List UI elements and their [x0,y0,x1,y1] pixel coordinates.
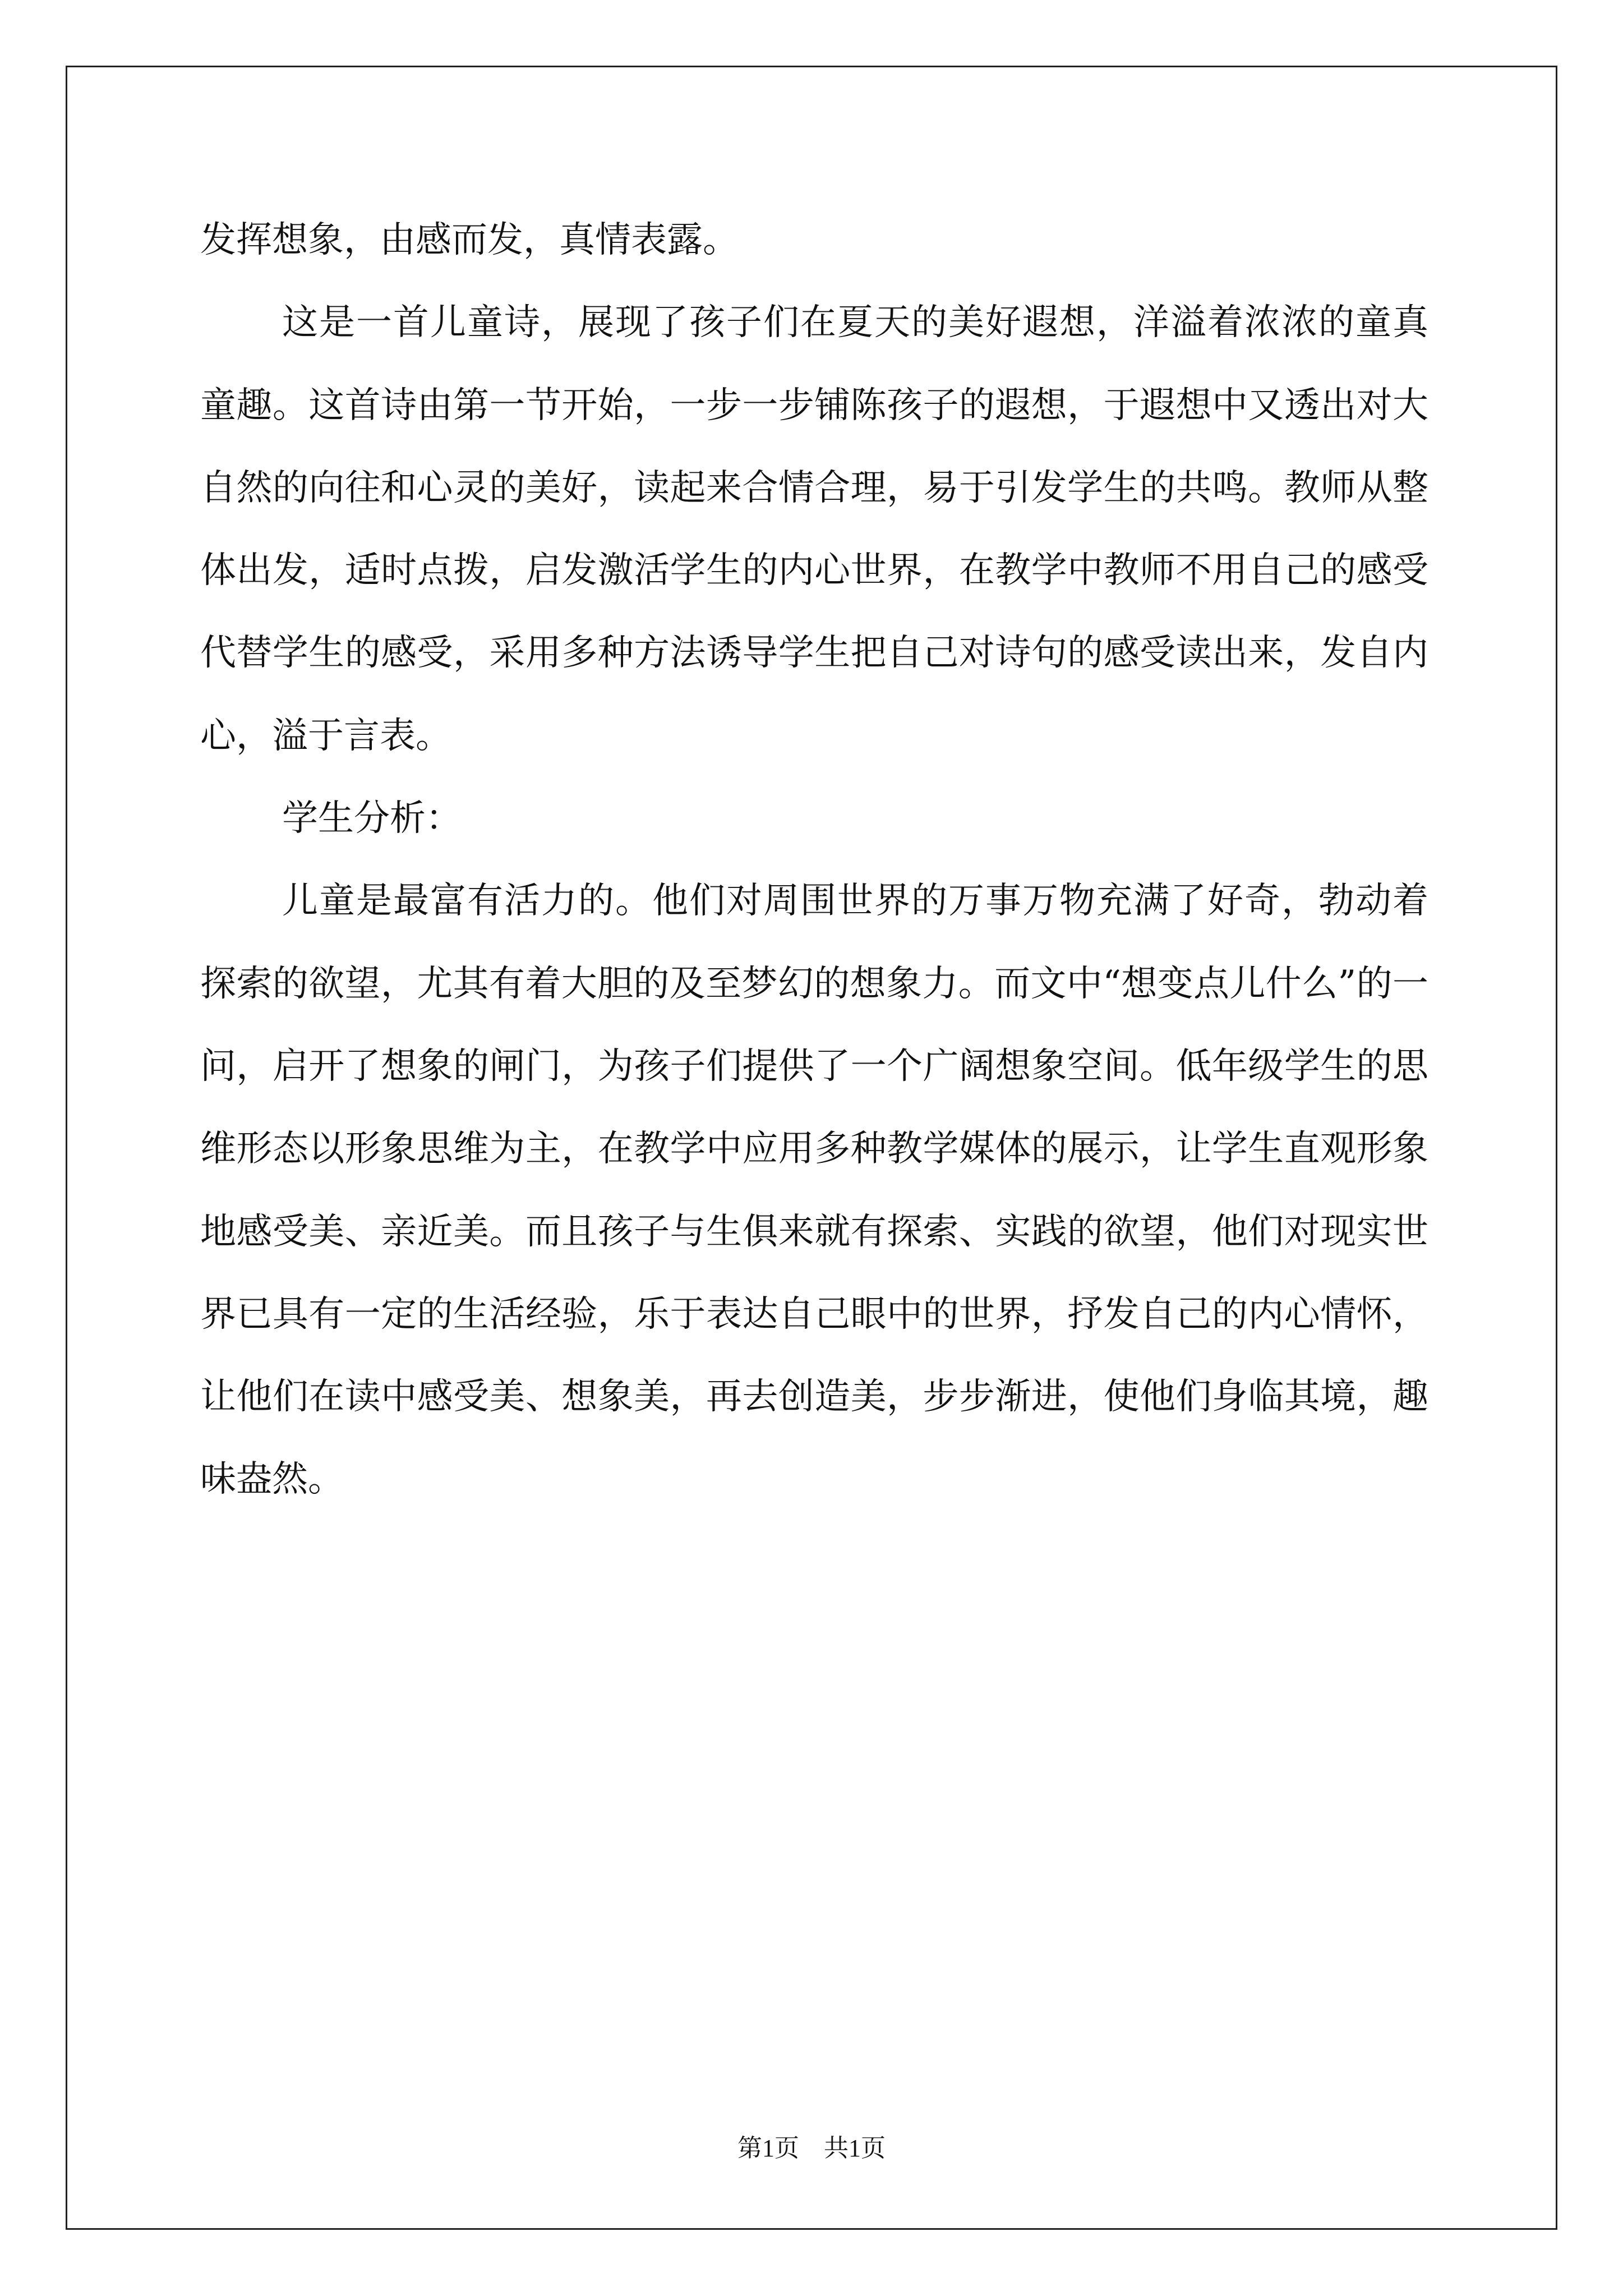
page-number: 第1页 [737,2134,799,2162]
page-total: 共1页 [824,2134,886,2162]
paragraph-poem-analysis: 这是一首儿童诗，展现了孩子们在夏天的美好遐想，洋溢着浓浓的童真童趣。这首诗由第一节开始，一步一步铺陈孩子的遐想，于遐想中又透出对大自然的向往和心灵的美好，读起来合情合理，易于引发学生的共鸣。教师从整体出发，适时点拨，启发激活学生的内心世界，在教学中教师不用自己的感受代替学生的感受，采用多种方法诱导学生把自己对诗句的感受读出来，发自内心，溢于言表。 [200,302,1428,757]
paragraph-student-analysis: 儿童是最富有活力的。他们对周围世界的万事万物充满了好奇，勃动着探索的欲望，尤其有着大胆的及至梦幻的想象力。而文中“想变点儿什么”的一问，启开了想象的闸门，为孩子们提供了一个广阔想象空间。低年级学生的思维形态以形象思维为主，在教学中应用多种教学媒体的展示，让学生直观形象地感受美、亲近美。而且孩子与生俱来就有探索、实践的欲望，他们对现实世界已具有一定的生活经验，乐于表达自己眼中的世界，抒发自己的内心情怀，让他们在读中感受美、想象美，再去创造美，步步渐进，使他们身临其境，趣味盎然。 [200,880,1428,1501]
paragraph-intro-continuation: 发挥想象，由感而发，真情表露。 [200,219,739,261]
document-body [200,199,1428,1521]
section-heading-student-analysis: 学生分析： [282,798,462,840]
page-footer [0,2132,1623,2165]
